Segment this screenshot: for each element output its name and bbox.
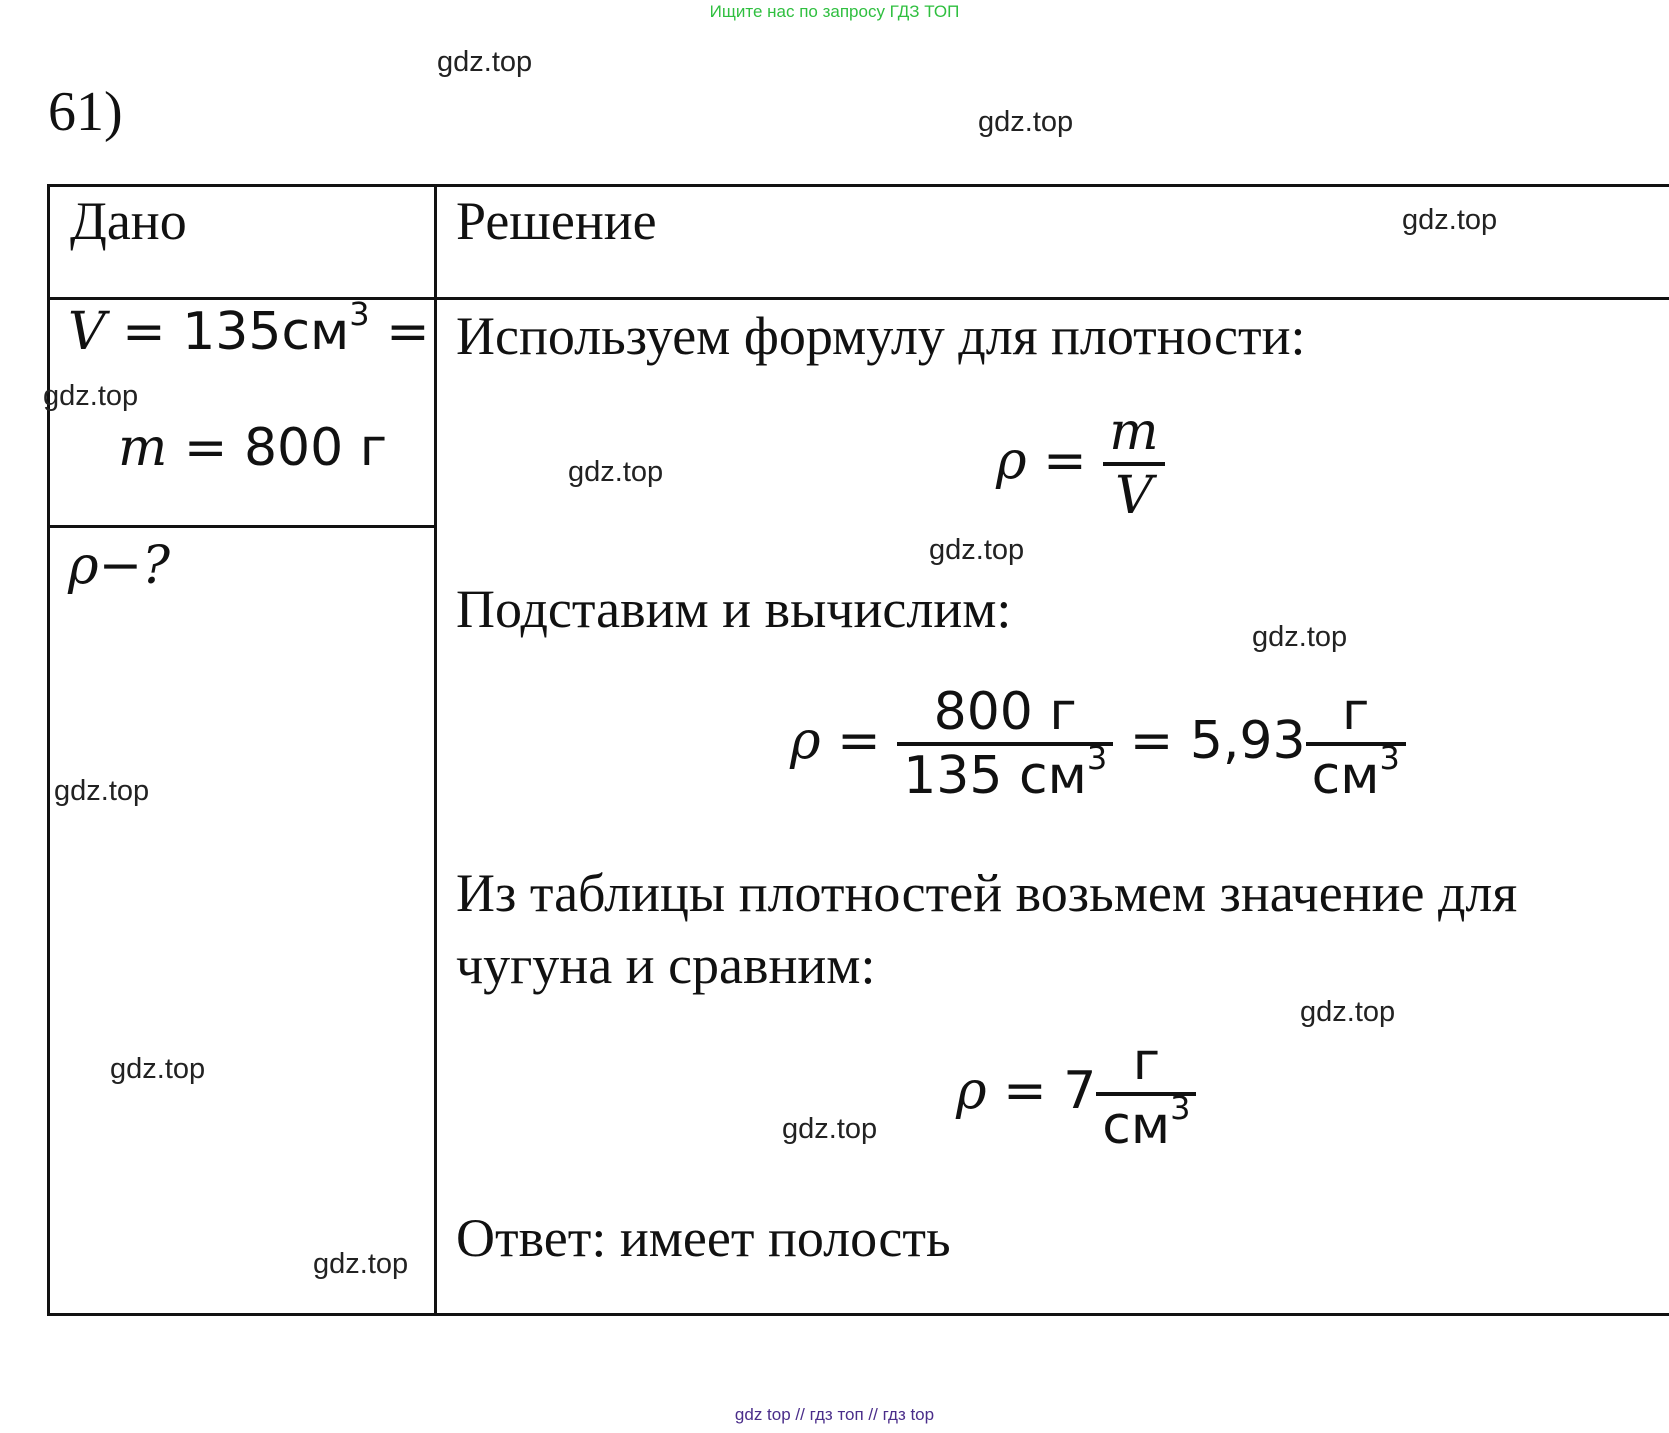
given-mass [118,418,387,478]
find-density [68,536,170,596]
mass-value: = 800 г [167,418,388,478]
watermark: gdz.top [437,46,533,78]
calc-rho: ρ [790,711,821,771]
calc-unit-den [1306,739,1406,806]
calc-unit [1306,682,1406,806]
mass-symbol: m [118,418,168,478]
watermark: gdz.top [1252,621,1348,653]
table-value: = 7 [986,1061,1097,1121]
table-border-bottom [47,1313,1669,1316]
table-unit [1096,1032,1196,1156]
calc-unit-den-exp: 3 [1379,739,1400,777]
calc-fraction [897,682,1113,806]
volume-symbol: V [68,302,106,362]
table-border-top [47,184,1669,187]
formula-denominator: V [1103,462,1164,526]
calc-denominator-base: 135 см [903,746,1087,806]
calc-unit-den-base: см [1311,746,1380,806]
table-rho: ρ [956,1061,987,1121]
table-unit-den-base: см [1102,1096,1171,1156]
watermark: gdz.top [1300,996,1396,1028]
table-unit-num: г [1132,1032,1161,1092]
search-banner[interactable]: Ищите нас по запросу ГДЗ ТОП [709,2,960,21]
watermark: gdz.top [110,1053,206,1085]
formula-numerator: m [1109,402,1159,462]
step3-line2: чугуна и сравним: [456,935,876,995]
calc-numerator: 800 г [933,682,1077,742]
calc-result: = 5,93 [1113,711,1306,771]
calc-denominator [897,739,1113,806]
calc-denominator-exp: 3 [1086,739,1108,777]
watermark: gdz.top [1402,204,1498,236]
volume-exponent: 3 [349,295,370,333]
watermark: gdz.top [54,775,150,807]
density-formula [996,402,1165,526]
table-column-divider [434,184,437,1316]
calc-unit-num: г [1342,682,1370,742]
formula-rho: ρ [996,431,1027,491]
step2-text: Подставим и вычислим: [456,579,1012,639]
given-find-divider [47,525,436,528]
given-header: Дано [70,191,187,251]
step1-text: Используем формулу для плотности: [456,306,1306,366]
watermark: gdz.top [929,534,1025,566]
footer-links[interactable]: gdz top // гдз топ // гдз top [734,1405,935,1424]
answer-text: Ответ: имеет полость [456,1208,951,1268]
volume-tail: = [369,302,430,362]
watermark: gdz.top [568,456,664,488]
step3-line1: Из таблицы плотностей возьмем значение для [456,863,1518,923]
find-question: −? [98,536,171,596]
calc-eq: = [820,711,898,771]
formula-eq: = [1026,431,1104,491]
table-unit-den [1096,1089,1196,1156]
volume-value: = 135см [105,302,350,362]
watermark: gdz.top [978,106,1074,138]
problem-number: 61) [48,81,123,143]
density-symbol: ρ [68,536,99,596]
watermark: gdz.top [43,380,139,412]
table-header-divider [47,297,1669,300]
watermark: gdz.top [313,1248,409,1280]
formula-fraction [1103,402,1164,526]
table-border-left [47,184,50,1316]
cast-iron-density [956,1032,1196,1156]
table-unit-den-exp: 3 [1170,1089,1191,1127]
density-calculation [790,682,1406,806]
solution-header: Решение [456,191,657,251]
given-volume [68,295,430,362]
watermark: gdz.top [782,1113,878,1145]
